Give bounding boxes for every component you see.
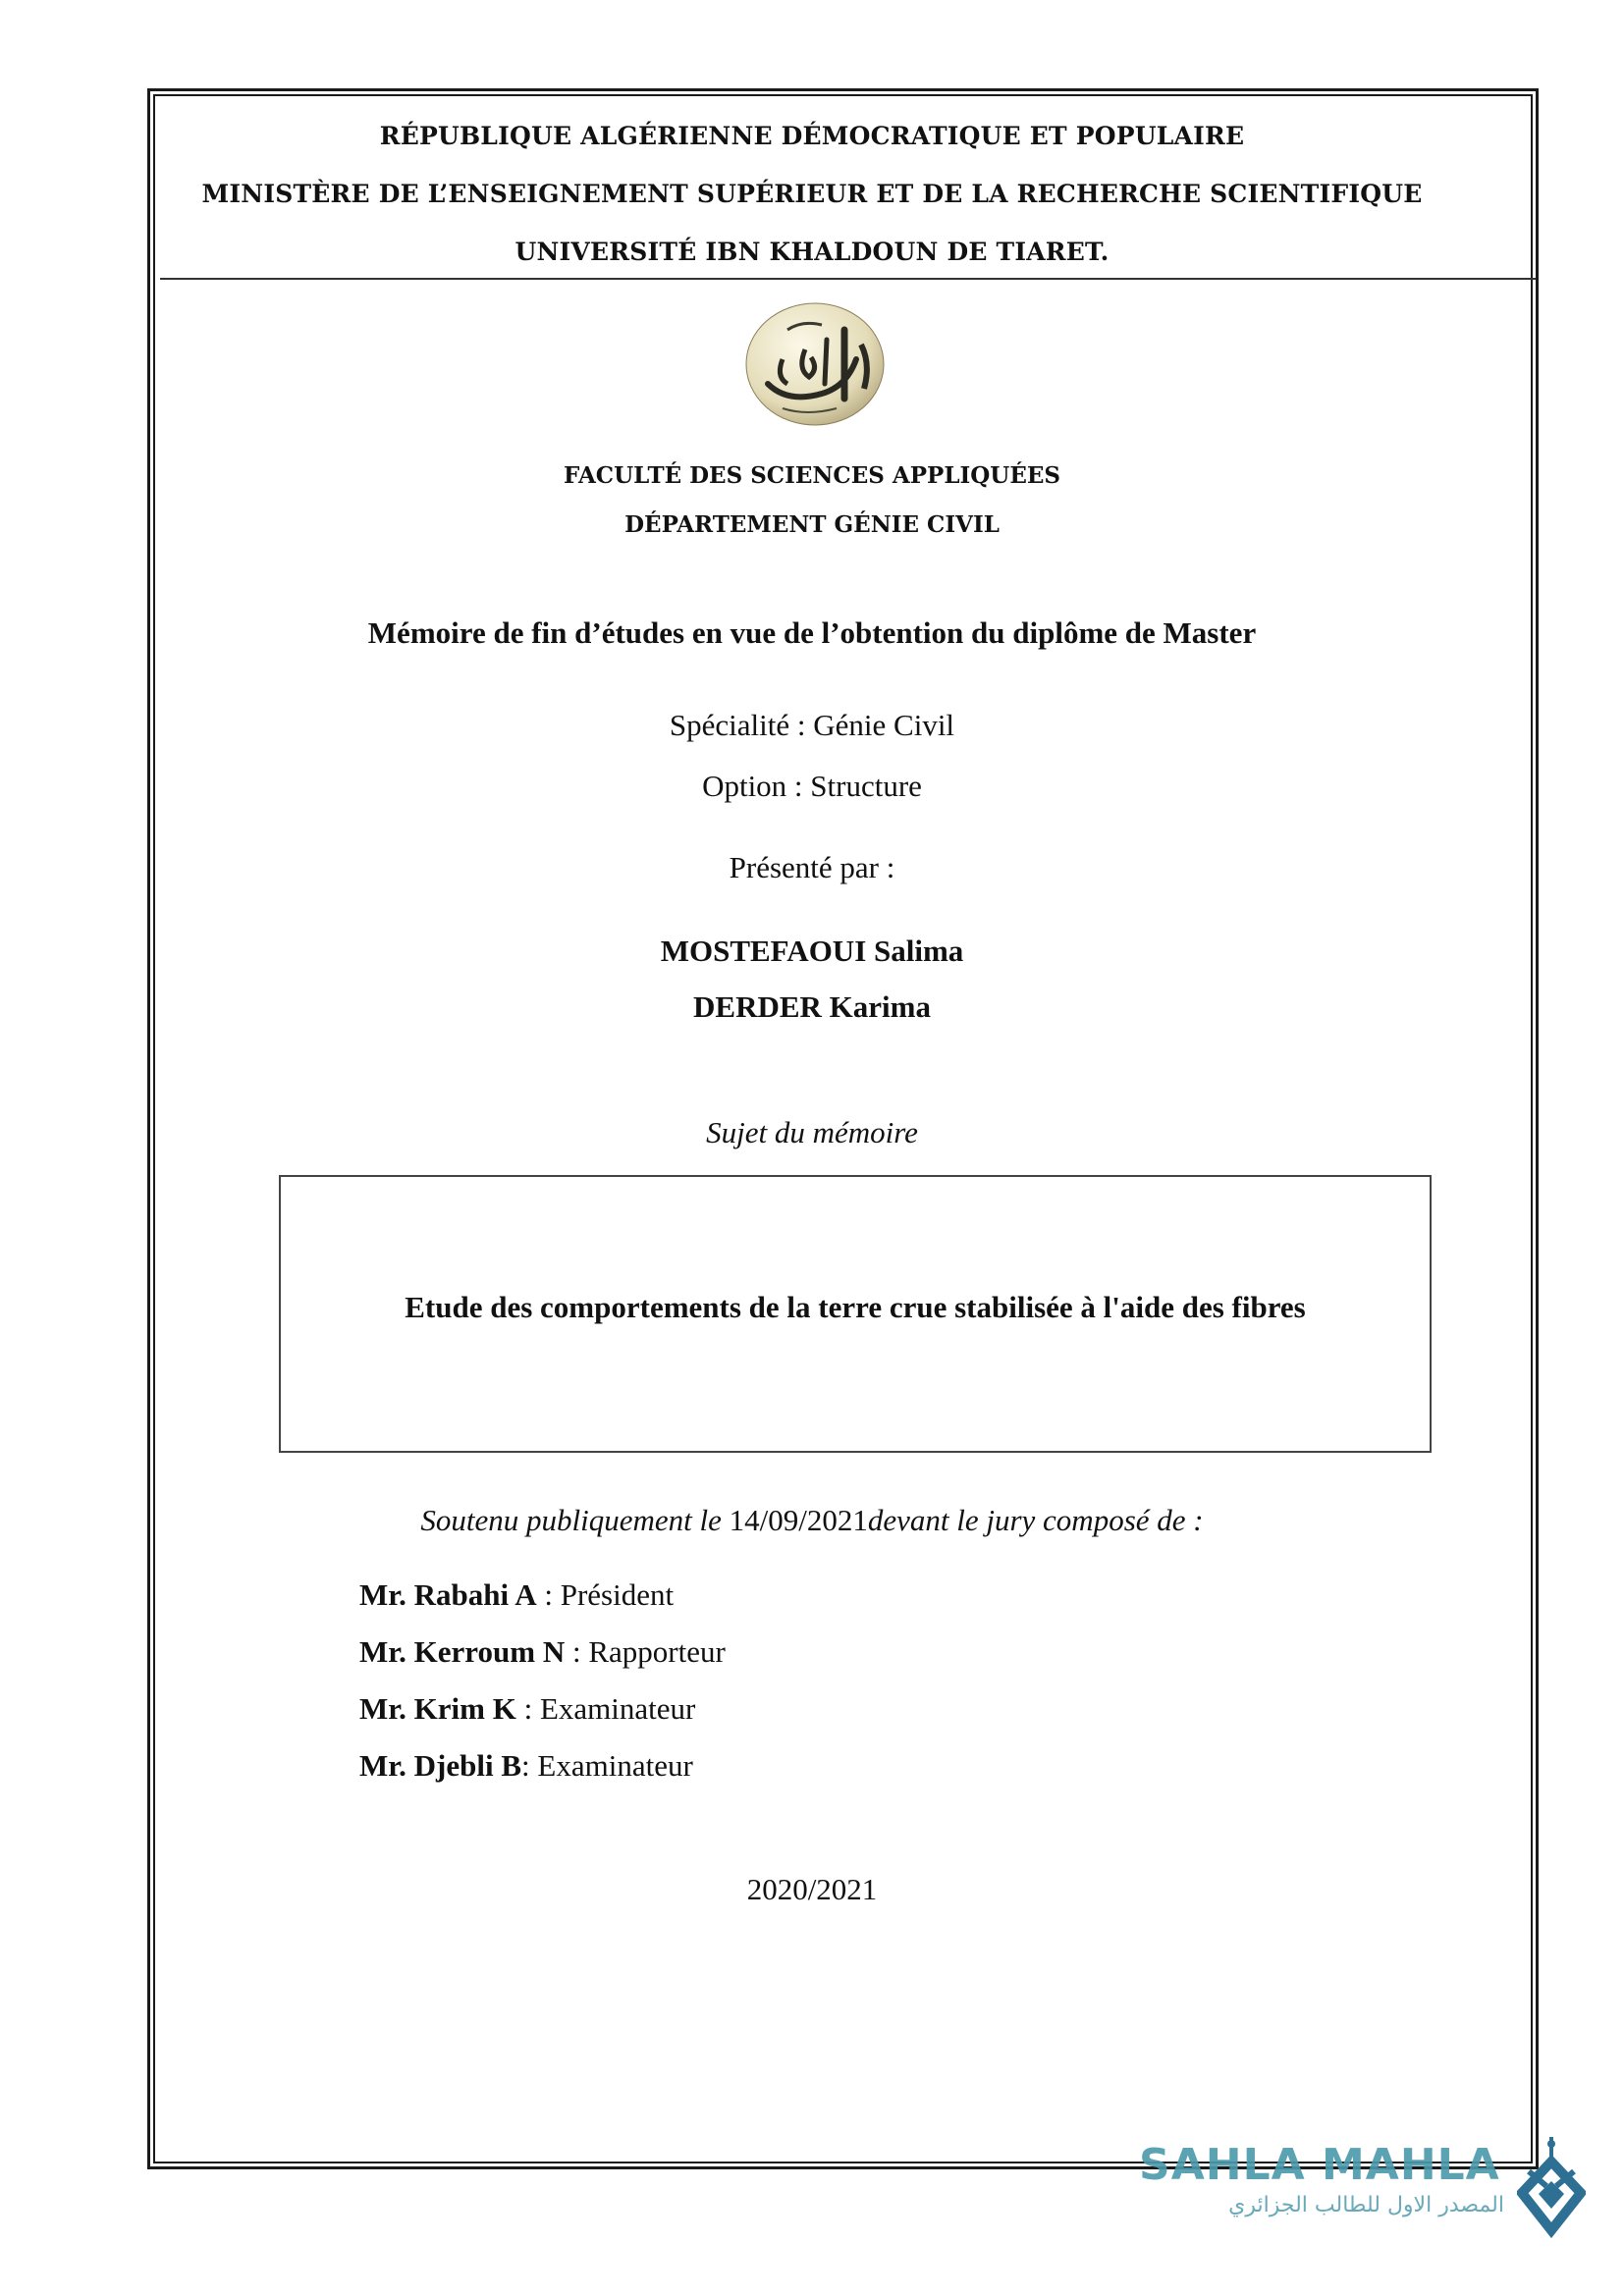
- subject-label: Sujet du mémoire: [706, 1115, 918, 1149]
- department-name: DÉPARTEMENT GÉNIE CIVIL: [624, 511, 1000, 538]
- watermark-brand: SAHLA MAHLA: [1139, 2140, 1500, 2190]
- thesis-subject: Etude des comportements de la terre crue stabilisée à l'aide des fibres: [405, 1289, 1306, 1324]
- specialty: Spécialité : Génie Civil: [669, 708, 955, 742]
- subject-box: [279, 1175, 1432, 1453]
- ministry-header: MINISTÈRE DE L’ENSEIGNEMENT SUPÉRIEUR ET DE LA RECHERCHE SCIENTIFIQUE: [201, 180, 1423, 208]
- faculty-name: FACULTÉ DES SCIENCES APPLIQUÉES: [563, 462, 1061, 489]
- defense-statement: [0, 1503, 1624, 1538]
- jury-separator: :: [521, 1748, 538, 1783]
- option: Option : Structure: [702, 769, 922, 803]
- defense-suffix: devant le jury composé de :: [867, 1503, 1204, 1537]
- watermark: [1139, 2140, 1600, 2248]
- jury-member: [359, 1691, 695, 1727]
- sahla-mahla-logo-icon: [1517, 2132, 1586, 2240]
- jury-member: [359, 1634, 726, 1670]
- author-1: MOSTEFAOUI Salima: [660, 934, 964, 968]
- jury-separator: :: [536, 1577, 561, 1612]
- jury-name: Mr. Djebli B: [359, 1748, 522, 1783]
- academic-year: 2020/2021: [746, 1872, 878, 1906]
- header-divider: [160, 278, 1536, 280]
- republic-header: RÉPUBLIQUE ALGÉRIENNE DÉMOCRATIQUE ET POPULAIRE: [379, 122, 1245, 150]
- defense-prefix: Soutenu publiquement le: [420, 1503, 730, 1537]
- watermark-tagline: المصدر الاول للطالب الجزائري: [1228, 2193, 1504, 2217]
- jury-member: [359, 1577, 674, 1613]
- jury-name: Mr. Kerroum N: [359, 1634, 566, 1669]
- jury-name: Mr. Krim K: [359, 1691, 516, 1726]
- jury-separator: :: [515, 1691, 540, 1726]
- jury-role: Examinateur: [537, 1748, 693, 1783]
- presented-by-label: Présenté par :: [729, 850, 895, 884]
- jury-name: Mr. Rabahi A: [359, 1577, 537, 1612]
- author-2: DERDER Karima: [693, 989, 931, 1024]
- university-header: UNIVERSITÉ IBN KHALDOUN DE TIARET.: [514, 238, 1110, 266]
- jury-role: Examinateur: [539, 1691, 696, 1726]
- thesis-title: Mémoire de fin d’études en vue de l’obtention du diplôme de Master: [367, 615, 1257, 650]
- university-seal-icon: [729, 291, 901, 438]
- defense-date: 14/09/2021: [729, 1503, 868, 1537]
- jury-role: Président: [560, 1577, 675, 1612]
- jury-separator: :: [565, 1634, 589, 1669]
- jury-role: Rapporteur: [588, 1634, 726, 1669]
- jury-member: [359, 1748, 693, 1784]
